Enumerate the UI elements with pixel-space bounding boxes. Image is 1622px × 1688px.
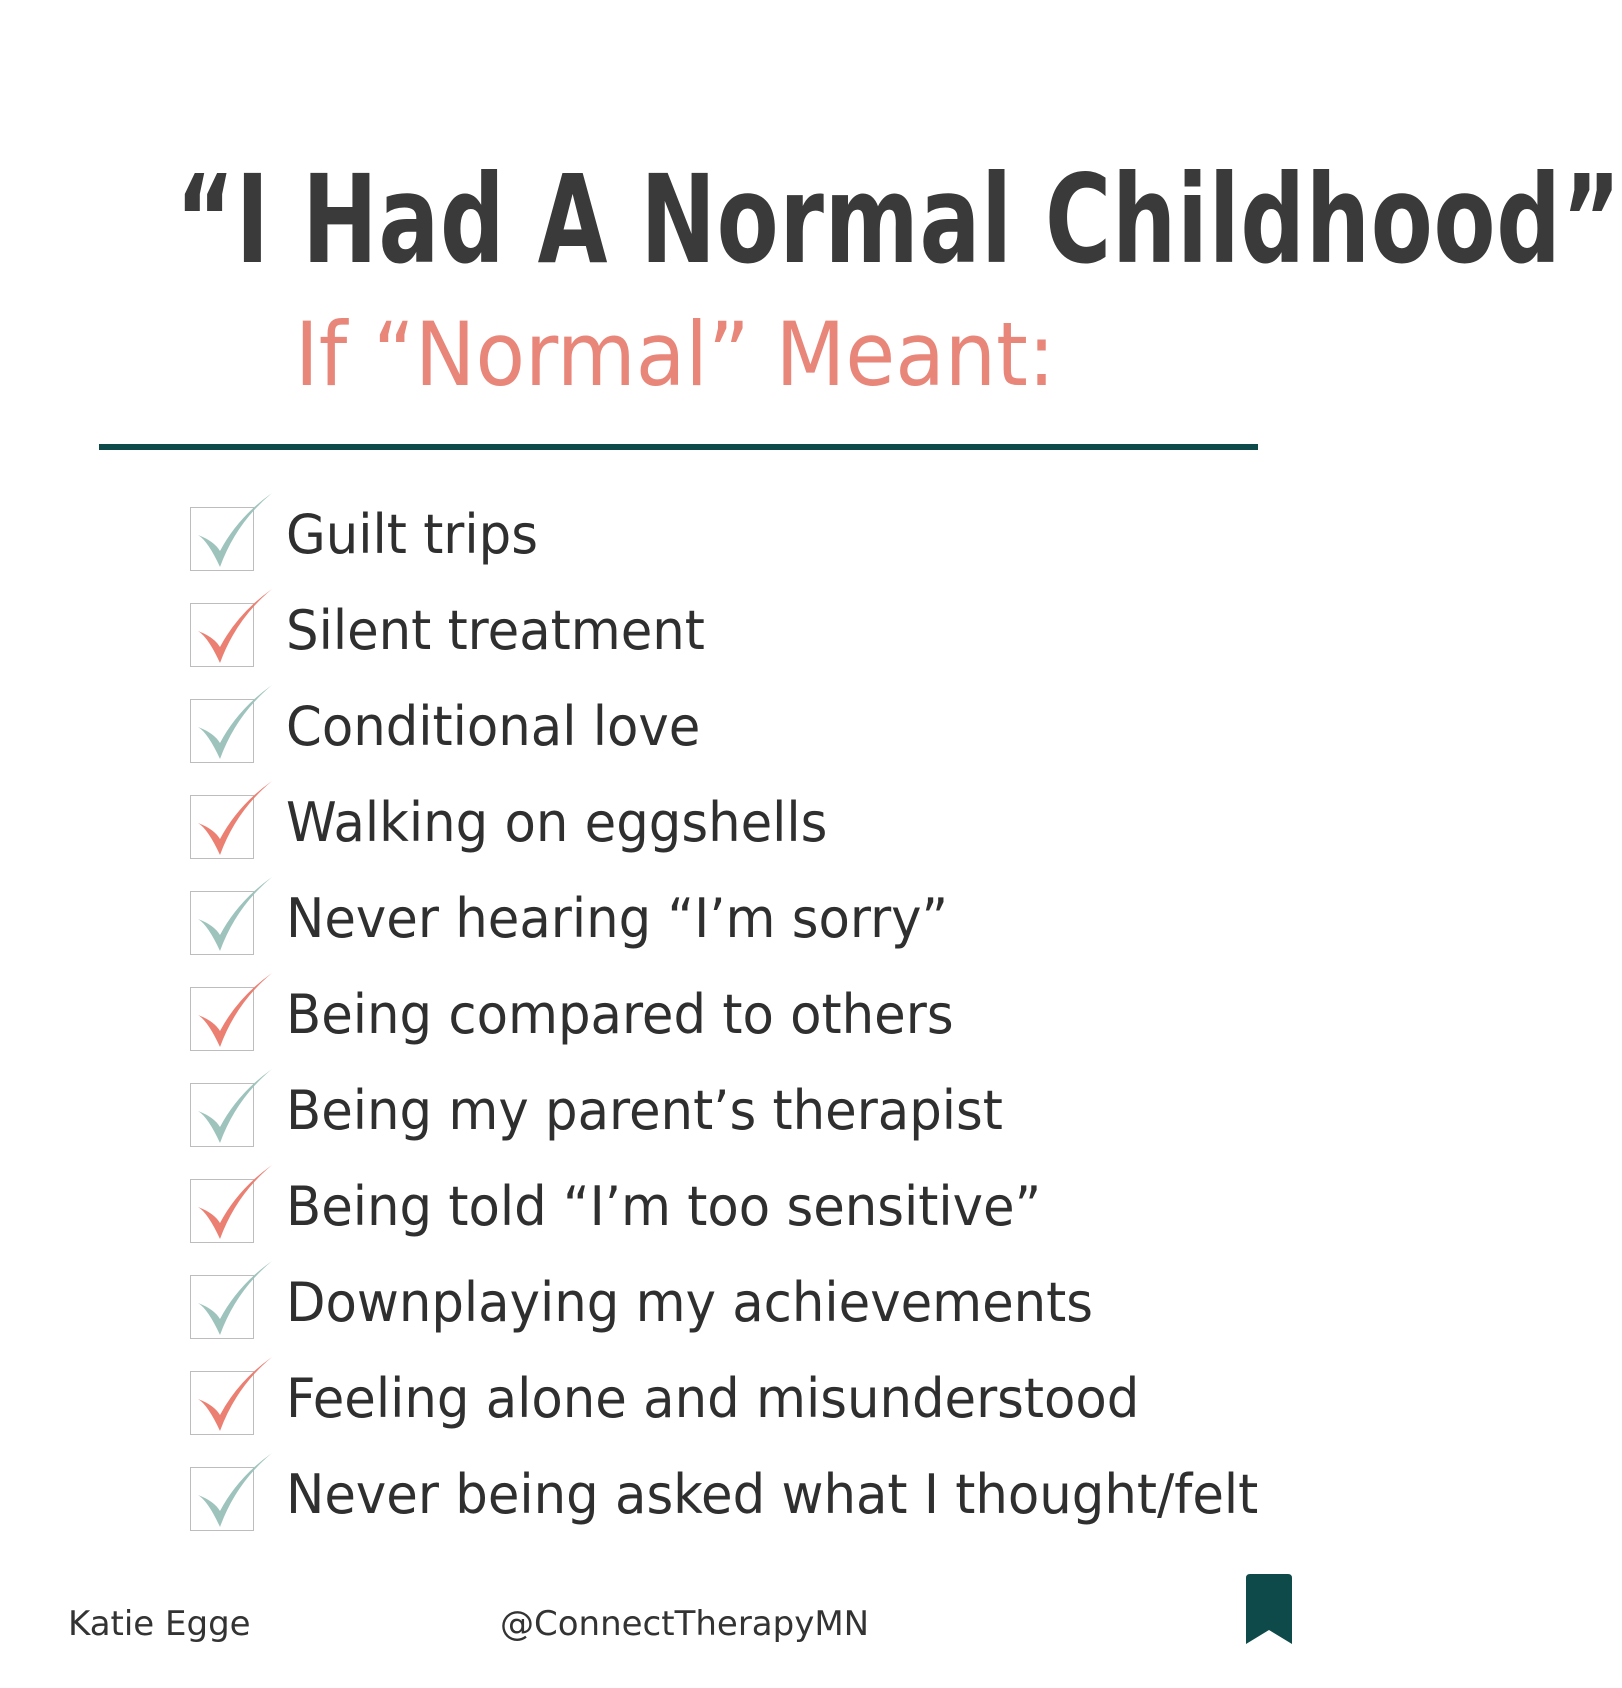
checklist-item-label: Conditional love bbox=[286, 695, 701, 758]
checkmark-icon bbox=[194, 489, 274, 573]
divider bbox=[99, 444, 1258, 450]
author-name: Katie Egge bbox=[68, 1604, 251, 1644]
page-subtitle: If “Normal” Meant: bbox=[294, 303, 1056, 406]
checkmark-icon bbox=[194, 969, 274, 1053]
page-title: “I Had A Normal Childhood” bbox=[175, 149, 1622, 291]
bookmark-icon[interactable] bbox=[1242, 1574, 1296, 1646]
checklist-item-label: Never being asked what I thought/felt bbox=[286, 1463, 1259, 1526]
checklist-item-label: Silent treatment bbox=[286, 599, 705, 662]
checkmark-icon bbox=[194, 585, 274, 669]
checkmark-icon bbox=[194, 1257, 274, 1341]
checkmark-icon bbox=[194, 1161, 274, 1245]
checklist-item-label: Being told “I’m too sensitive” bbox=[286, 1175, 1042, 1238]
checkmark-icon bbox=[194, 873, 274, 957]
social-handle: @ConnectTherapyMN bbox=[500, 1604, 870, 1644]
checklist-item-label: Walking on eggshells bbox=[286, 791, 828, 854]
checklist-item-label: Being compared to others bbox=[286, 983, 954, 1046]
checkmark-icon bbox=[194, 1353, 274, 1437]
checklist-item-label: Guilt trips bbox=[286, 503, 538, 566]
checklist-item-label: Downplaying my achievements bbox=[286, 1271, 1094, 1334]
checkmark-icon bbox=[194, 1449, 274, 1533]
checklist-item-label: Feeling alone and misunderstood bbox=[286, 1367, 1140, 1430]
checkmark-icon bbox=[194, 1065, 274, 1149]
checkmark-icon bbox=[194, 777, 274, 861]
checkmark-icon bbox=[194, 681, 274, 765]
checklist-item-label: Being my parent’s therapist bbox=[286, 1079, 1003, 1142]
checklist-item-label: Never hearing “I’m sorry” bbox=[286, 887, 949, 950]
